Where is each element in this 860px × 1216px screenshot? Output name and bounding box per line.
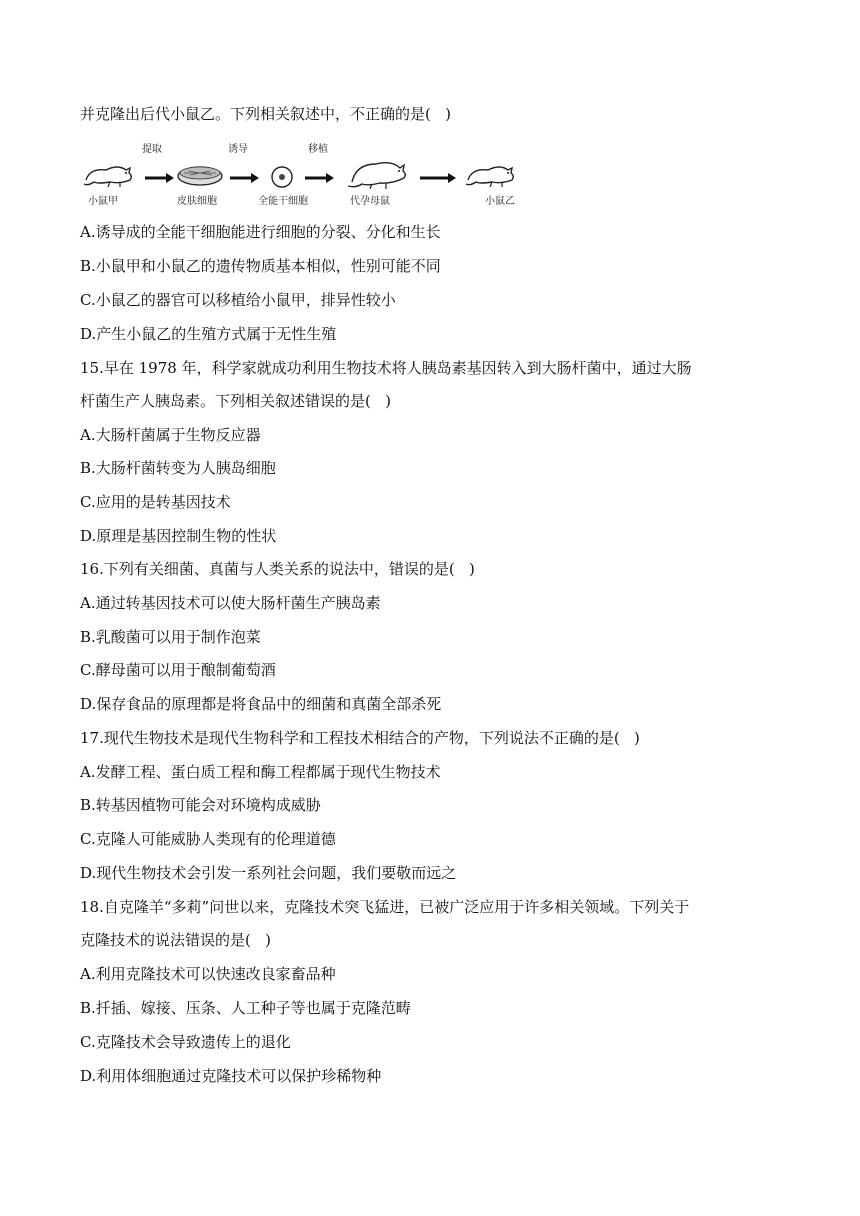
skin-cells-dish-icon	[178, 167, 222, 185]
q18-option-d: D.利用体细胞通过克隆技术可以保护珍稀物种	[80, 1067, 382, 1085]
stage-label-skin-cells: 皮肤细胞	[177, 196, 217, 207]
surrogate-mother-mouse-icon	[348, 163, 405, 189]
q16-option-a: A.通过转基因技术可以使大肠杆菌生产胰岛素	[80, 594, 381, 612]
q15-option-b: B.大肠杆菌转变为人胰岛细胞	[80, 459, 276, 477]
mouse-b-icon	[466, 167, 513, 187]
question-18-stem-line1: 18.自克隆羊“多莉”问世以来，克隆技术突飞猛进，已被广泛应用于许多相关领域。下列关于	[80, 898, 690, 916]
question-16-stem: 16.下列有关细菌、真菌与人类关系的说法中，错误的是( )	[80, 560, 475, 578]
stage-label-mouse-b: 小鼠乙	[485, 196, 515, 207]
stage-label-mouse-a: 小鼠甲	[88, 196, 118, 207]
q18-option-a: A.利用克隆技术可以快速改良家畜品种	[80, 965, 336, 983]
question-17-stem: 17.现代生物技术是现代生物科学和工程技术相结合的产物，下列说法不正确的是( )	[80, 729, 640, 747]
arrow-extract-icon	[145, 173, 174, 183]
question-15-stem-line1: 15.早在 1978 年，科学家就成功利用生物技术将人胰岛素基因转入到大肠杆菌中，通过大肠	[80, 359, 692, 377]
q15-option-a: A.大肠杆菌属于生物反应器	[80, 426, 261, 444]
question-18-stem-line2: 克隆技术的说法错误的是( )	[80, 931, 272, 949]
stem-cell-icon	[272, 167, 292, 187]
q17-option-d: D.现代生物技术会引发一系列社会问题，我们要敬而远之	[80, 864, 457, 882]
q16-option-c: C.酵母菌可以用于酿制葡萄酒	[80, 661, 276, 679]
mouse-a-icon	[84, 167, 131, 187]
q14-option-a: A.诱导成的全能干细胞能进行细胞的分裂、分化和生长	[80, 223, 441, 241]
q16-option-d: D.保存食品的原理都是将食品中的细菌和真菌全部杀死	[80, 695, 442, 713]
q14-option-d: D.产生小鼠乙的生殖方式属于无性生殖	[80, 325, 337, 343]
q15-option-d: D.原理是基因控制生物的性状	[80, 527, 277, 545]
arrow-induce-icon	[230, 173, 259, 183]
q17-option-a: A.发酵工程、蛋白质工程和酶工程都属于现代生物技术	[80, 763, 441, 781]
q15-option-c: C.应用的是转基因技术	[80, 493, 231, 511]
q16-option-b: B.乳酸菌可以用于制作泡菜	[80, 628, 261, 646]
q17-option-c: C.克隆人可能威胁人类现有的伦理道德	[80, 830, 336, 848]
arrow-transplant-icon	[305, 173, 334, 183]
q18-option-b: B.扦插、嫁接、压条、人工种子等也属于克隆范畴	[80, 999, 411, 1017]
question-14-stem: 并克隆出后代小鼠乙。下列相关叙述中，不正确的是( )	[80, 105, 452, 123]
q17-option-b: B.转基因植物可能会对环境构成威胁	[80, 796, 321, 814]
step-label-extract: 提取	[142, 144, 162, 155]
question-15-stem-line2: 杆菌生产人胰岛素。下列相关叙述错误的是( )	[80, 392, 392, 410]
step-label-transplant: 移植	[308, 144, 328, 155]
stage-label-surrogate-mother: 代孕母鼠	[350, 196, 390, 207]
cloning-process-diagram	[80, 138, 540, 212]
arrow-birth-icon	[420, 173, 456, 183]
q14-option-b: B.小鼠甲和小鼠乙的遗传物质基本相似，性别可能不同	[80, 257, 441, 275]
stage-label-stem-cell: 全能干细胞	[258, 196, 308, 207]
q18-option-c: C.克隆技术会导致遗传上的退化	[80, 1033, 291, 1051]
step-label-induce: 诱导	[228, 144, 248, 155]
q14-option-c: C.小鼠乙的器官可以移植给小鼠甲，排异性较小	[80, 291, 396, 309]
